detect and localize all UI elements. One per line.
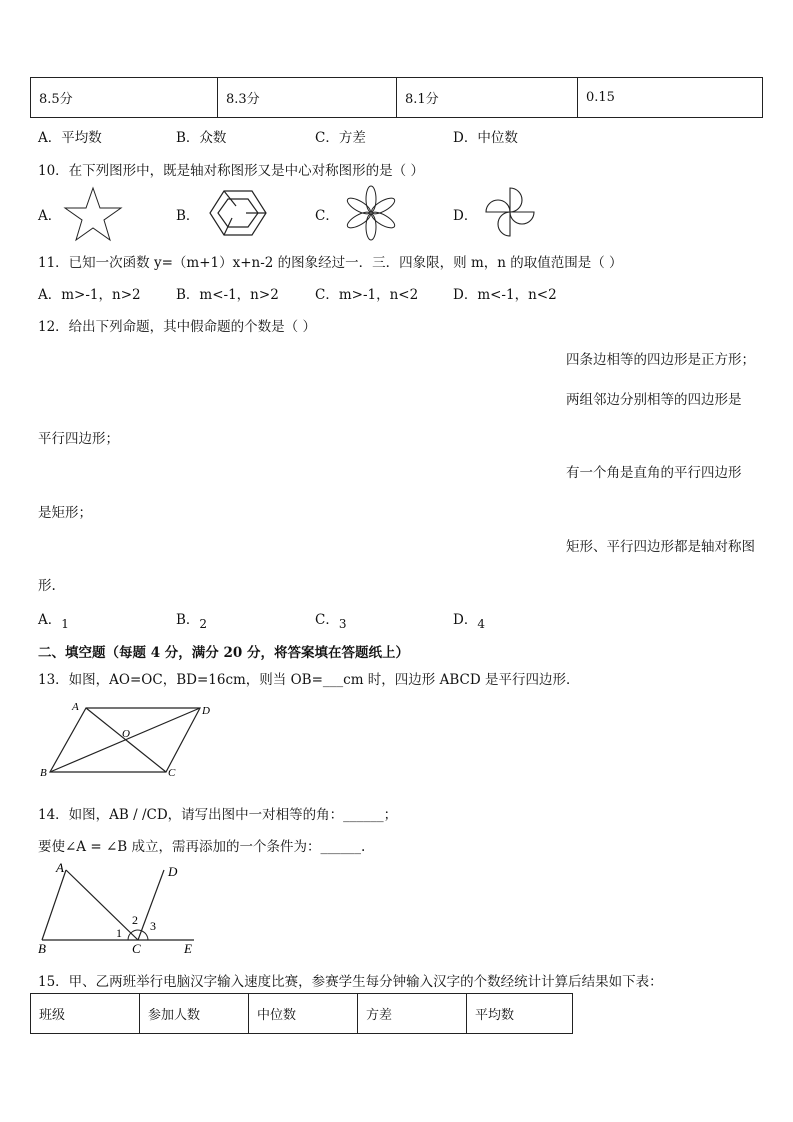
- q10-label-a: A．: [38, 208, 62, 224]
- label-b: B: [38, 941, 46, 956]
- q9-option-a: A．平均数: [38, 130, 102, 146]
- label-a: A: [72, 701, 79, 713]
- label-o: O: [122, 728, 130, 740]
- pinwheel-figure: [482, 184, 538, 240]
- q12-line: 四条边相等的四边形是正方形；: [566, 352, 755, 368]
- label-a: A: [56, 860, 64, 875]
- q14-stem2: 要使∠A = ∠B 成立，需再添加的一个条件为：______.: [38, 839, 366, 855]
- q12-option-d: D．4: [453, 612, 485, 631]
- flower-figure: [343, 184, 399, 242]
- label-3: 3: [150, 919, 156, 933]
- q12-line: 两组邻边分别相等的四边形是: [566, 392, 742, 408]
- table-header: 中位数: [249, 994, 358, 1034]
- q9-option-b: B．众数: [176, 130, 227, 146]
- q12-line: 是矩形；: [38, 505, 92, 521]
- q12-line: 有一个角是直角的平行四边形: [566, 465, 742, 481]
- label-e: E: [184, 941, 192, 956]
- q12-line: 矩形、平行四边形都是轴对称图: [566, 539, 755, 555]
- table-header: 平均数: [467, 994, 573, 1034]
- q11-option-b: B．m<-1，n>2: [176, 287, 279, 303]
- q10-label-b: B．: [176, 208, 200, 224]
- parallelogram-figure: [36, 698, 226, 782]
- table-cell: 8.1分: [397, 78, 578, 118]
- table-cell: 0.15: [578, 78, 763, 118]
- label-d: D: [168, 864, 178, 879]
- label-c: C: [168, 767, 176, 779]
- angle-figure: [36, 860, 206, 956]
- label-2: 2: [132, 913, 138, 927]
- label-1: 1: [116, 926, 122, 940]
- section-title: 二、填空题（每题 4 分，满分 20 分，将答案填在答题纸上）: [38, 645, 409, 661]
- q12-stem: 12．给出下列命题，其中假命题的个数是（ ）: [38, 319, 316, 335]
- q9-option-c: C．方差: [315, 130, 366, 146]
- q9-option-d: D．中位数: [453, 130, 518, 146]
- q14-stem: 14．如图，AB / /CD，请写出图中一对相等的角：______；: [38, 807, 398, 823]
- q12-option-a: A．1: [38, 612, 69, 631]
- q15-stem: 15．甲、乙两班举行电脑汉字输入速度比赛，参赛学生每分钟输入汉字的个数经统计计算后结果如下表：: [38, 974, 663, 990]
- table-cell: 8.3分: [218, 78, 397, 118]
- q11-stem: 11．已知一次函数 y=（m+1）x+n-2 的图象经过一．三．四象限，则 m，n 的取值范围是（ ）: [38, 255, 623, 271]
- q12-option-b: B．2: [176, 612, 208, 631]
- q11-option-a: A．m>-1，n>2: [38, 287, 141, 303]
- q11-option-c: C．m>-1，n<2: [315, 287, 419, 303]
- table-header: 方差: [358, 994, 467, 1034]
- recycle-hexagon-figure: [208, 188, 268, 238]
- q11-option-d: D．m<-1，n<2: [453, 287, 557, 303]
- table-header: 班级: [31, 994, 140, 1034]
- q12-line: 平行四边形；: [38, 431, 119, 447]
- q10-stem: 10．在下列图形中，既是轴对称图形又是中心对称图形的是（ ）: [38, 163, 424, 179]
- label-b: B: [40, 767, 47, 779]
- q10-label-c: C．: [315, 208, 339, 224]
- label-d: D: [202, 705, 210, 717]
- q12-option-c: C．3: [315, 612, 347, 631]
- star-figure: [62, 184, 124, 242]
- q12-line: 形.: [38, 578, 56, 594]
- q10-label-d: D．: [453, 208, 478, 224]
- label-c: C: [132, 941, 141, 956]
- q15-table: [30, 993, 573, 1034]
- table-header: 参加人数: [140, 994, 249, 1034]
- q13-stem: 13．如图，AO=OC，BD=16cm，则当 OB=___cm 时，四边形 ABCD 是平行四边形．: [38, 672, 580, 688]
- top-table: [30, 77, 763, 118]
- table-cell: 8.5分: [31, 78, 218, 118]
